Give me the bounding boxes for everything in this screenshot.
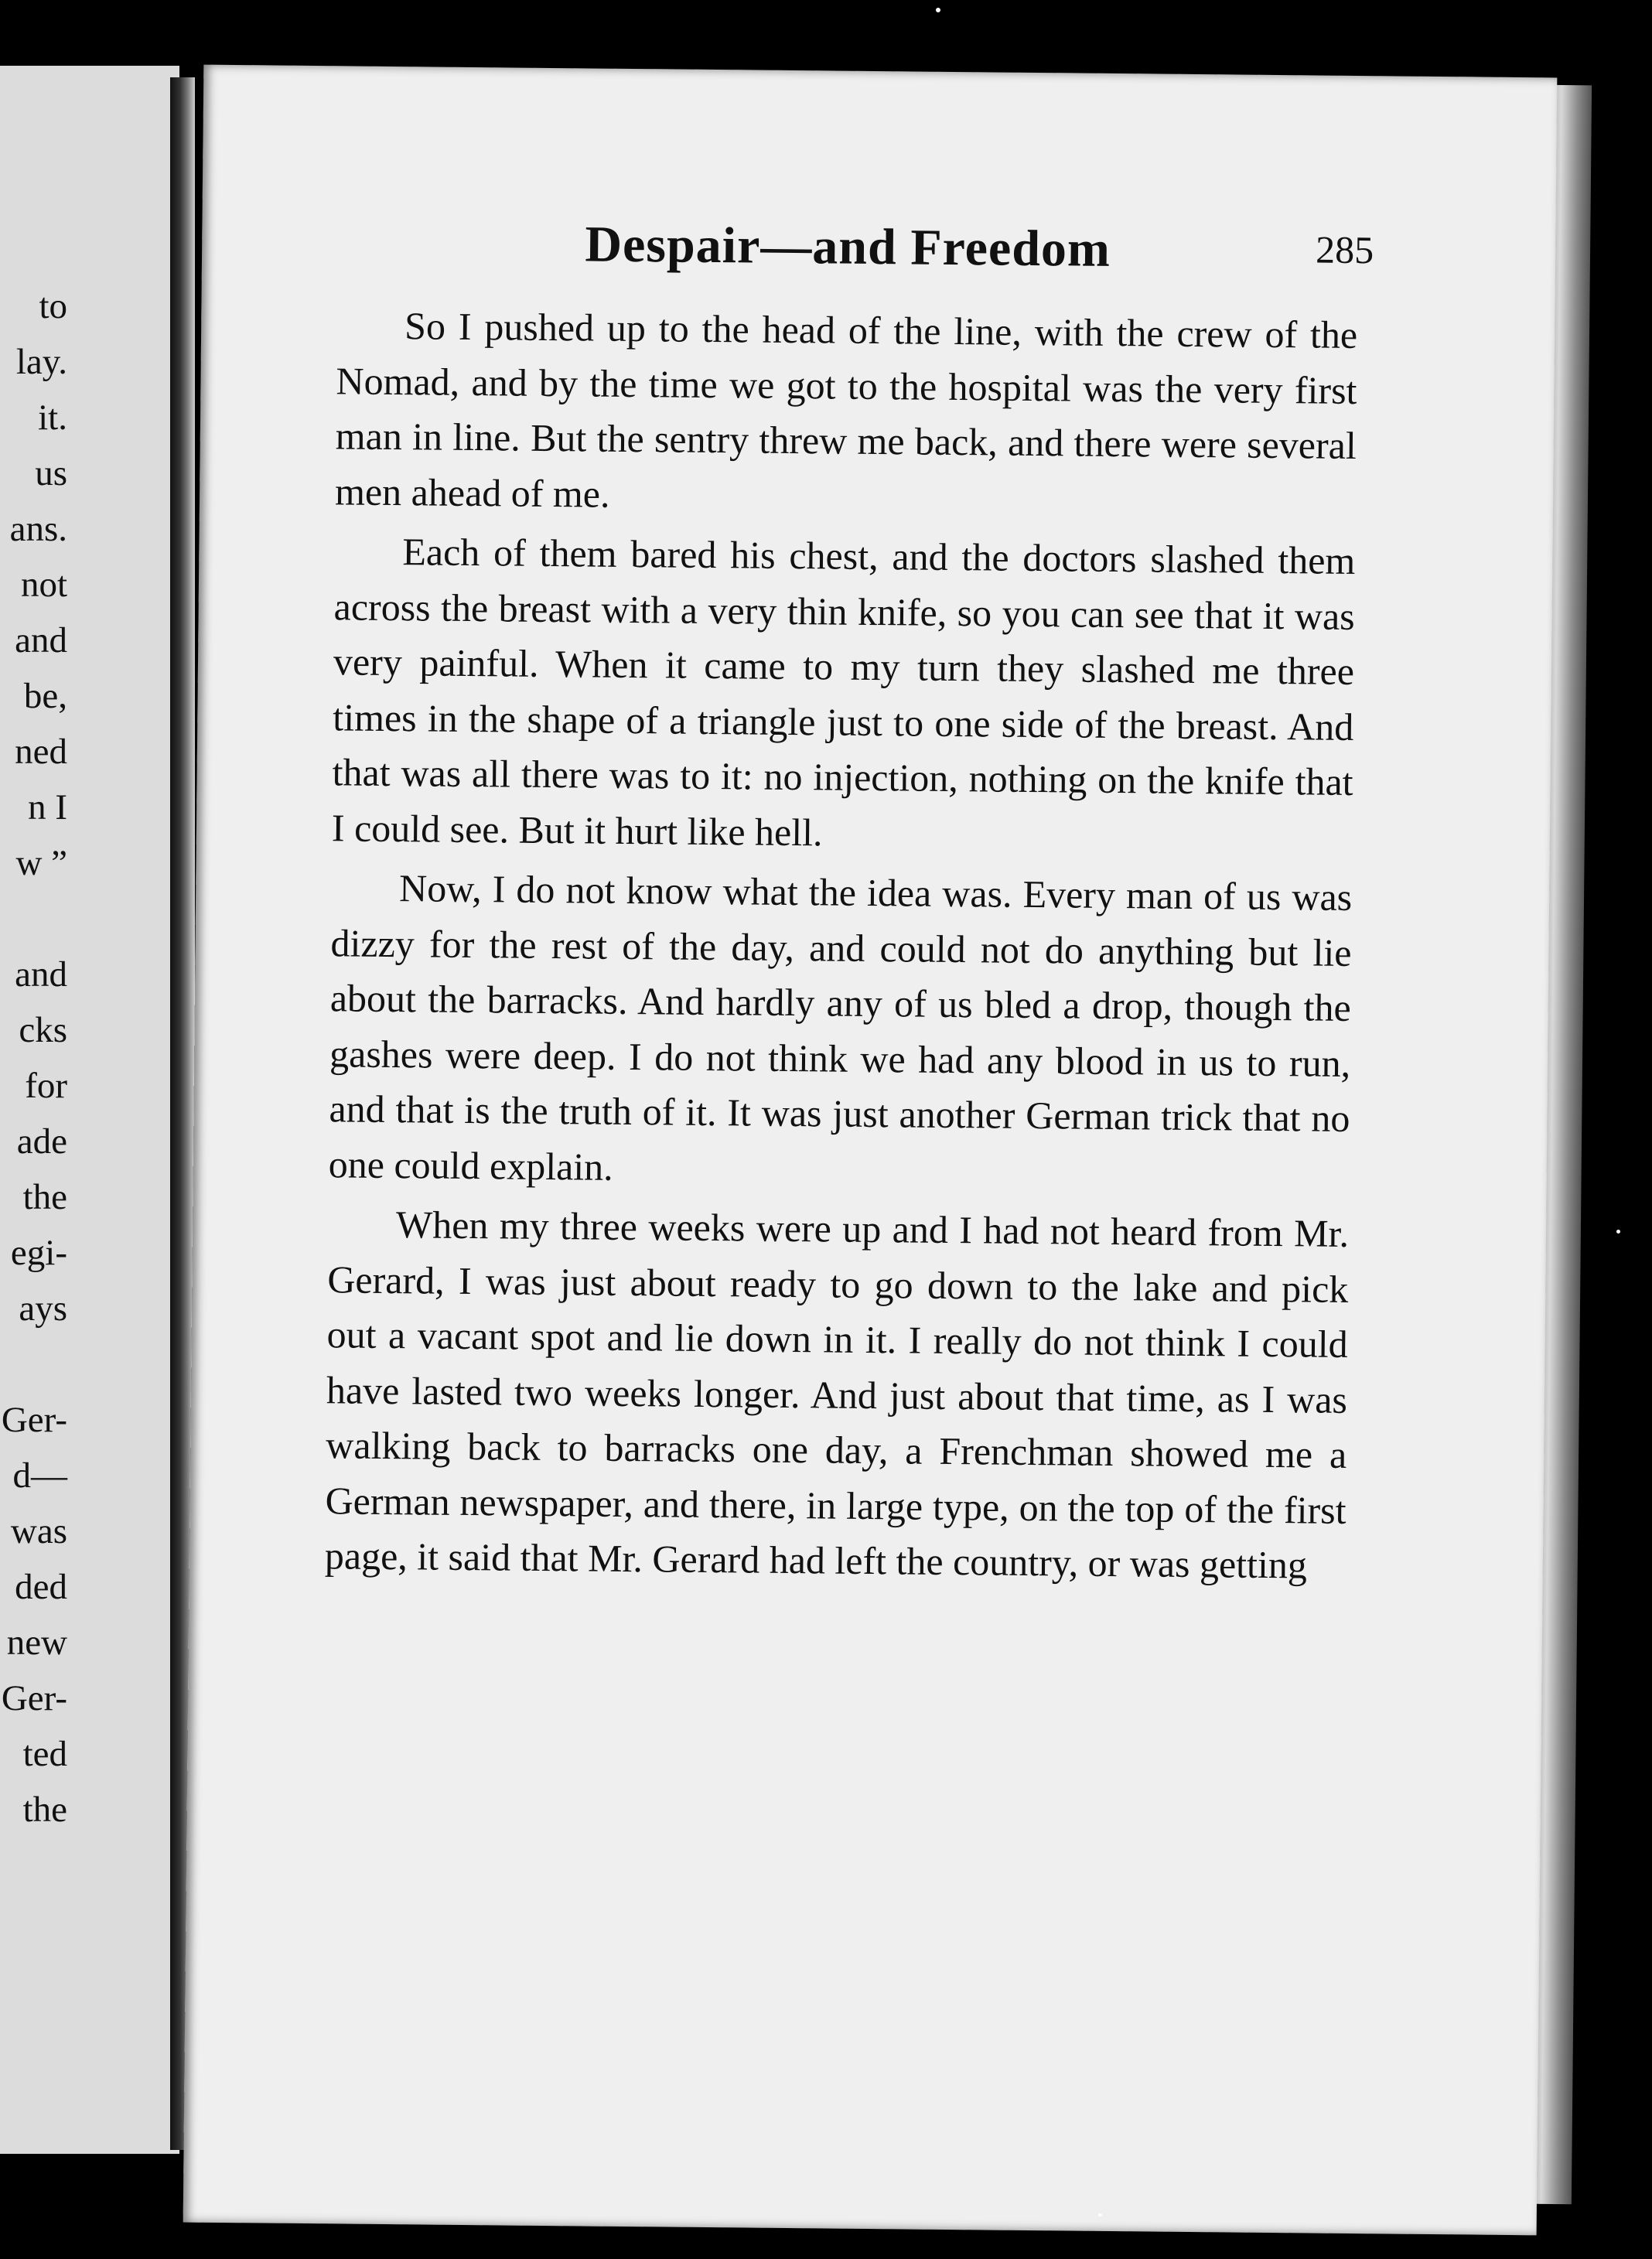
- page-number: 285: [1315, 227, 1374, 272]
- left-line: and: [15, 620, 67, 660]
- running-title: Despair—and Freedom: [585, 216, 1111, 278]
- left-line: ded: [15, 1567, 67, 1607]
- left-page: [0, 66, 179, 2154]
- left-line: ted: [22, 1734, 67, 1774]
- left-line: Ger-: [1, 1400, 67, 1440]
- left-line: ade: [16, 1121, 67, 1162]
- left-line: ned: [15, 732, 67, 772]
- page-text-block: [324, 213, 1374, 1598]
- scan-dust-speck: [1098, 2213, 1102, 2216]
- left-line: ans.: [9, 509, 67, 549]
- paragraph: Each of them bared his chest, and the doctors slashed them across the breast with a very thin knife, so you can see that it was very painful. When it came to my turn they slashed me three times in the shape of a triangle just to one side of the breast. And that was all there was to it: no injection, nothing on the knife that I could see. But it hurt like hell.: [331, 530, 1356, 854]
- left-line: to: [39, 286, 67, 326]
- left-line: the: [22, 1177, 67, 1217]
- left-line: cks: [19, 1010, 67, 1050]
- left-line: us: [35, 453, 67, 493]
- left-line: was: [10, 1511, 67, 1551]
- paragraph: When my three weeks were up and I had not heard from Mr. Gerard, I was just about ready to go down to the lake and pick out a vacant spot and lie down in it. I really do not think I could have lasted two weeks longer. And just about that time, as I was walking back to barracks one day, a Frenchman showed me a German newspaper, and there, in large type, on the top of the first page, it said that Mr. Gerard had left the country, or was getting: [324, 1203, 1350, 1587]
- left-paragraph-gap: [0, 891, 67, 947]
- right-page: [183, 65, 1558, 2236]
- left-line: ays: [19, 1288, 67, 1329]
- paragraph: So I pushed up to the head of the line, with the crew of the Nomad, and by the time we got to the hospital was the very first man in line. But the sentry threw me back, and there were several men ahead of me.: [334, 304, 1358, 516]
- left-line: not: [20, 565, 67, 605]
- left-line: new: [6, 1623, 67, 1663]
- left-line: lay.: [15, 342, 67, 382]
- left-line: n I: [28, 787, 67, 828]
- left-line: d—: [12, 1455, 67, 1496]
- page-header: [337, 213, 1374, 308]
- scan-dust-speck: [1616, 1230, 1620, 1234]
- left-line: be,: [23, 676, 67, 716]
- left-line: the: [22, 1790, 67, 1830]
- paragraph: Now, I do not know what the idea was. Every man of us was dizzy for the rest of the day, and could not do anything but lie about the barracks. And hardly any of us bled a drop, though the gashes were deep. I do not think we had any blood in us to run, and that is the truth of it. It was just another German trick that no one could explain.: [328, 866, 1353, 1189]
- left-line: egi-: [10, 1233, 67, 1273]
- left-line: for: [25, 1066, 67, 1106]
- left-paragraph-gap: [0, 1336, 67, 1392]
- scan-dust-speck: [936, 8, 940, 12]
- left-page-text-fragments: [0, 278, 67, 1838]
- left-line: and: [15, 954, 67, 995]
- left-line: Ger-: [1, 1678, 67, 1718]
- left-line: w ”: [15, 843, 67, 883]
- left-line: it.: [38, 398, 67, 438]
